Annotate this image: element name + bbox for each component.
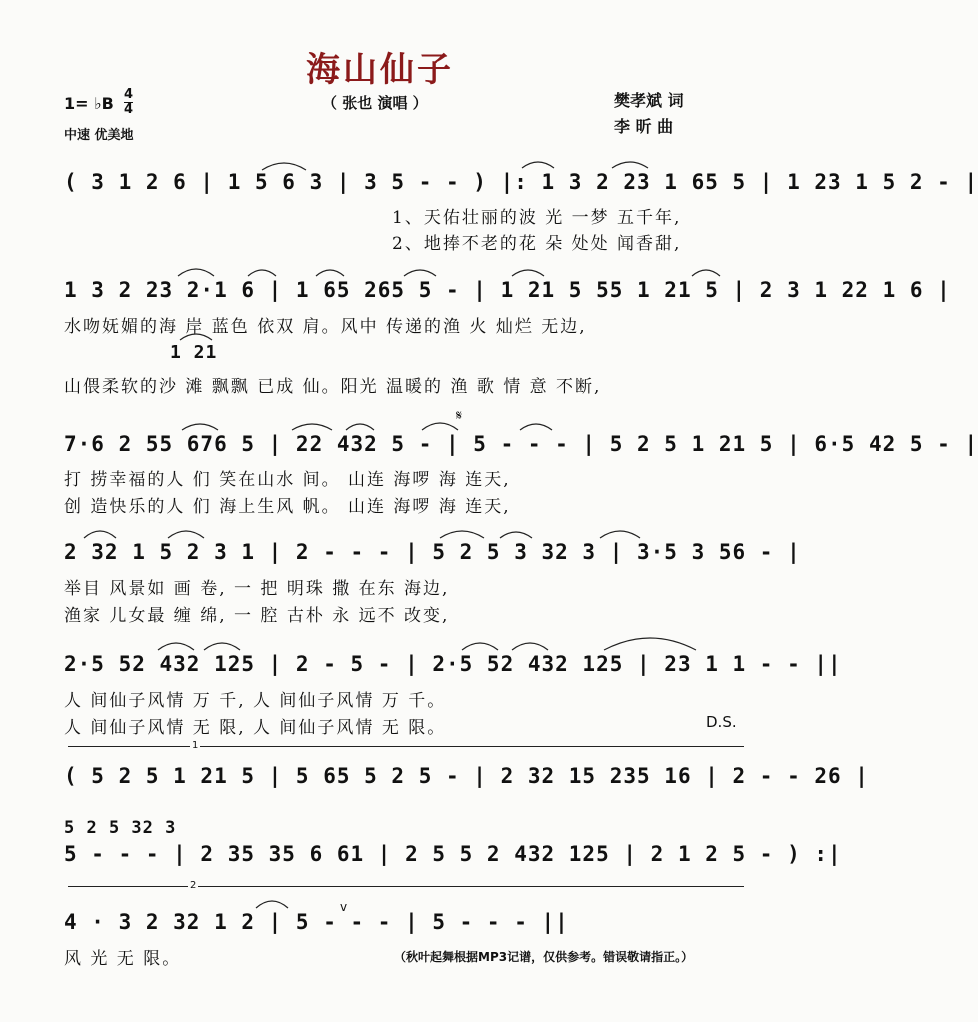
lyric-row-1-verse-1: 1、天佑壮丽的波 光 一梦 五千年, bbox=[392, 208, 682, 228]
lyric-row-1-verse-2: 2、地捧不老的花 朵 处处 闻香甜, bbox=[392, 234, 682, 254]
lyric-row-5-verse-2: 渔家 儿女最 缠 绵, 一 腔 古朴 永 远不 改变, bbox=[64, 606, 450, 626]
notation-row-8-upper: 5 2 5 32 3 bbox=[64, 818, 177, 838]
notation-row-2: 1 3 2 23 2·1 6 | 1 65 265 5 - | 1 21 5 55 1 21 5 | 2 3 1 22 1 6 | bbox=[64, 278, 951, 302]
volta-1-number: 1 bbox=[192, 740, 199, 751]
tempo-marking: 中速 优美地 bbox=[64, 128, 134, 143]
page-title: 海山仙子 bbox=[306, 50, 454, 90]
da-segno-mark: D.S. bbox=[706, 713, 737, 731]
performer: （ 张也 演唱 ） bbox=[322, 94, 428, 112]
lyricist: 樊孝斌 词 bbox=[614, 91, 684, 110]
segno-sign: 𝄋 bbox=[456, 408, 463, 424]
notation-row-6: 2·5 52 432 125 | 2 - 5 - | 2·5 52 432 125 | 23 1 1 - - || bbox=[64, 652, 842, 676]
key-signature: 1= ♭B bbox=[64, 94, 114, 113]
notation-row-9: 4 · 3 2 32 1 2 | 5 - - - | 5 - - - || bbox=[64, 910, 569, 934]
breath-mark: v bbox=[340, 900, 348, 914]
lyric-row-4-verse-1: 打 捞幸福的人 们 笑在山水 间。 山连 海啰 海 连天, bbox=[64, 470, 511, 490]
transcription-credit: （秋叶起舞根据MP3记谱，仅供参考。错误敬请指正。） bbox=[394, 950, 694, 964]
notation-row-8: 5 - - - | 2 35 35 6 61 | 2 5 5 2 432 125 | 2 1 2 5 - ) :| bbox=[64, 842, 842, 866]
volta-2-number: 2 bbox=[190, 880, 197, 891]
notation-row-5: 2 32 1 5 2 3 1 | 2 - - - | 5 2 5 3 32 3 | 3·5 3 56 - | bbox=[64, 540, 801, 564]
lyric-row-2-verse-1: 水吻妩媚的海 岸 蓝色 依双 肩。风中 传递的渔 火 灿烂 无边, bbox=[64, 317, 587, 337]
lyric-row-6-verse-2: 人 间仙子风情 无 限, 人 间仙子风情 无 限。 bbox=[64, 718, 447, 738]
time-top: 4 bbox=[124, 87, 134, 102]
lyric-row-3-verse-2: 山偎柔软的沙 滩 飘飘 已成 仙。阳光 温暖的 渔 歌 情 意 不断, bbox=[64, 377, 602, 397]
notation-row-4: 7·6 2 55 676 5 | 22 432 5 - | 5 - - - | 5 2 5 1 21 5 | 6·5 42 5 - | bbox=[64, 432, 978, 456]
time-bottom: 4 bbox=[124, 102, 134, 117]
composer: 李 昕 曲 bbox=[614, 117, 674, 136]
notation-row-3: 1 21 bbox=[170, 342, 218, 363]
lyric-row-4-verse-2: 创 造快乐的人 们 海上生风 帆。 山连 海啰 海 连天, bbox=[64, 497, 511, 517]
notation-row-7: ( 5 2 5 1 21 5 | 5 65 5 2 5 - | 2 32 15 235 16 | 2 - - 26 | bbox=[64, 764, 869, 788]
lyric-row-9: 风 光 无 限。 bbox=[64, 949, 182, 969]
lyric-row-5-verse-1: 举目 风景如 画 卷, 一 把 明珠 撒 在东 海边, bbox=[64, 579, 450, 599]
notation-row-1: ( 3 1 2 6 | 1 5 6 3 | 3 5 - - ) |: 1 3 2 23 1 65 5 | 1 23 1 5 2 - | bbox=[64, 170, 978, 194]
lyric-row-6-verse-1: 人 间仙子风情 万 千, 人 间仙子风情 万 千。 bbox=[64, 691, 447, 711]
